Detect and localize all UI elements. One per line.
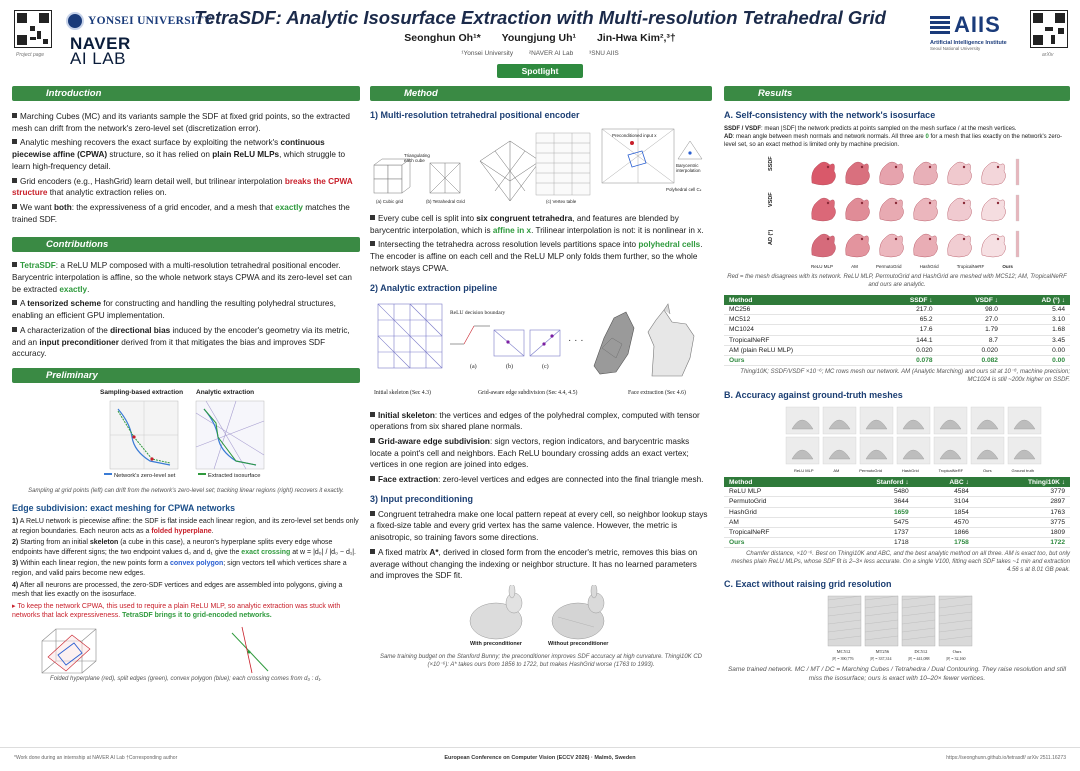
table-header: Thingi10K ↓	[974, 477, 1070, 487]
dragon-eye	[963, 166, 965, 168]
section-header-contributions	[12, 237, 360, 252]
edge-step: 4) After all neurons are processed, the zero-SDF vertices and edges are assembled into polygons, giving a mesh that lies exactly on the isosurface.	[12, 581, 343, 599]
footer-venue: European Conference on Computer Vision (ECCV 2026) · Malmö, Sweden	[444, 755, 636, 761]
aiis-bars-icon	[930, 16, 950, 34]
dragon-shape	[948, 234, 972, 257]
self-consistency-caption: Red = the mesh disagrees with its network. ReLU MLP, PermutoGrid and HashGrid are meshed with MC512; AM, TropicalNeRF and ours are analytic.	[727, 274, 1067, 288]
edge-step: 1) A ReLU network is piecewise affine: the SDF is flat inside each linear region, and its zero-level set bends only at region boundaries. Each neuron acts as a folded hyperplane.	[12, 517, 359, 535]
dragon-eye	[929, 166, 931, 168]
figure-label: Triangulating each cube	[404, 153, 430, 163]
yonsei-wordmark: YONSEI UNIVERSITY	[88, 15, 213, 27]
dragon-shape	[982, 162, 1006, 185]
yonsei-seal-icon	[66, 12, 84, 30]
dragon-thumbnail	[948, 234, 972, 257]
dragon-shape	[914, 198, 938, 221]
column-right	[724, 86, 1070, 683]
pipeline-bullet: Grid-aware edge subdivision: sign vectors, region indicators, and barycentric masks locate a point's cell and neighbors. Each ReLU boundary crossing adds an exact vertex; vertices in one region are joined into edges.	[370, 436, 690, 470]
footer-links[interactable]: https://seonghunn.github.io/tetrasdf/ arXiv 2511.16273	[946, 755, 1066, 761]
dragon-shape	[880, 162, 904, 185]
edge-caption: Folded hyperplane (red), split edges (green), convex polygon (blue); each crossing comes from d₀ : d₁.	[50, 675, 322, 682]
column-label: ReLU MLP	[811, 264, 834, 269]
contribution-bullet: A characterization of the directional bias induced by the encoder's geometry via its metric, and an input preconditioner derived from it that mitigates the bias and improves SDF accuracy.	[12, 325, 350, 359]
dragon-shape	[846, 198, 870, 221]
dragon-shape	[812, 198, 836, 221]
dragon-thumbnail	[812, 162, 836, 185]
figure-column-labels	[802, 264, 1022, 269]
dragon-shape	[846, 162, 870, 185]
naver-ai-lab-logo	[70, 36, 131, 66]
edge-step: 3) Within each linear region, the new points form a convex polygon; sign vectors tell which vertices share a region, and valid pairs become new edges.	[12, 560, 347, 577]
figure-label-with-preconditioner: With preconditioner	[470, 640, 522, 647]
dragon-thumbnail	[914, 162, 938, 185]
dragon-shape	[982, 234, 1006, 257]
table-header: Stanford ↓	[827, 477, 913, 487]
figure-column-labels	[784, 468, 1044, 473]
preconditioning-bullet: Congruent tetrahedra make one local pattern repeat at every cell, so neighbor lookup stays a fixed-size table and every grid vertex has the same valence. However, the metric is anisotropic, so training favors some directions.	[370, 509, 708, 543]
figure-edge-subdivision	[12, 623, 360, 675]
section-title: Method	[404, 88, 438, 99]
section-title: Contributions	[46, 239, 109, 251]
dragon-shape	[812, 234, 836, 257]
column-label: PermutoGrid	[859, 468, 882, 474]
table-row: TropicalNeRF 1737 1866 1809	[724, 527, 1070, 537]
aiis-logo	[930, 12, 1007, 51]
figure-grid-resolution	[724, 594, 1070, 666]
dragon-eye	[827, 202, 829, 204]
encoder-bullet: Intersecting the tetrahedra across resolution levels partitions space into polyhedral cells. The encoder is affine on each cell and the ReLU MLP only folds them further, so the whole network stays CPWA.	[370, 240, 703, 273]
column-label: TropicalNeRF	[938, 468, 964, 474]
dragon-eye	[929, 202, 931, 204]
subsection-grid-resolution: C. Exact without raising grid resolution	[724, 579, 892, 590]
figure-accuracy	[724, 405, 1070, 475]
table-row-ours: Ours 0.078 0.082 0.00	[724, 355, 1070, 365]
face-count: |F| = 32,160	[946, 656, 966, 662]
section-title: Introduction	[46, 88, 102, 99]
metric-definitions: SSDF / VSDF: mean |SDF| the network predicts at points sampled on the mesh surface / at the mesh vertices. AD: mean angle between mesh normals and network normals. All three are 0 for a mesh that lies exactly on the network's zero-level set, so an exact method is limited only by machine precision.	[724, 126, 1063, 148]
column-label: Ours	[1002, 264, 1013, 269]
edge-subdivision-diagram	[12, 623, 360, 675]
legend-extracted-isosurface: Extracted isosurface	[198, 473, 261, 479]
dragon-shape	[948, 198, 972, 221]
dragon-eye	[963, 202, 965, 204]
poster-title: TetraSDF: Analytic Isosurface Extraction with Multi-resolution Tetrahedral Grid	[194, 7, 886, 28]
table-row: AM (plain ReLU MLP) 0.020 0.020 0.00	[724, 345, 1070, 355]
qr-caption-project: Project page	[16, 52, 45, 58]
section-header-method	[370, 86, 712, 101]
figure-face-counts	[824, 656, 974, 661]
column-middle	[370, 86, 712, 669]
intro-bullet: Marching Cubes (MC) and its variants sample the SDF at fixed grid points, so the extracted mesh can drift from the network's zero-level set (discretization error).	[12, 112, 350, 133]
dragon-shape	[914, 234, 938, 257]
column-label: Ours	[983, 468, 992, 474]
dragon-thumbnail	[880, 198, 904, 221]
affiliation: ²NAVER AI Lab	[528, 50, 574, 57]
table-self-consistency	[724, 295, 1070, 366]
encoder-diagram	[370, 125, 712, 209]
intro-bullet: Analytic meshing recovers the exact surface by exploiting the network's continuous piecewise affine (CPWA) structure, so it has relied on plain ReLU MLPs, which struggle to learn high-frequency detail.	[12, 138, 346, 171]
table-header: AD (°) ↓	[1003, 295, 1070, 305]
subsection-edge-subdivision: Edge subdivision: exact meshing for CPWA networks	[12, 502, 236, 513]
dragon-thumbnail	[982, 234, 1006, 257]
qr-caption-arxiv: arXiv	[1042, 52, 1054, 58]
column-left	[12, 86, 360, 683]
table-header: Method	[724, 295, 872, 305]
dragon-eye	[827, 238, 829, 240]
figure-label: (a)	[470, 363, 477, 370]
contribution-bullet: TetraSDF: a ReLU MLP composed with a multi-resolution tetrahedral positional encoder. Barycentric interpolation is affine, so the whole network stays CPWA and its zero-level set can be extracted exactly.	[12, 261, 352, 294]
table-header: Method	[724, 477, 827, 487]
figure-label: (b)	[506, 363, 513, 370]
closeup-thumbnail	[902, 596, 935, 646]
table-row-ours: Ours 1718 1758 1722	[724, 538, 1070, 548]
dragon-shape	[914, 162, 938, 185]
subsection-encoder: 1) Multi-resolution tetrahedral positional encoder	[370, 110, 580, 120]
dragon-shape	[880, 234, 904, 257]
section-header-introduction	[12, 86, 360, 101]
author: Youngjung Uh¹	[501, 32, 577, 44]
dragon-thumbnail	[948, 162, 972, 185]
subsection-preconditioning: 3) Input preconditioning	[370, 493, 473, 504]
dragon-thumbnail	[846, 198, 870, 221]
aiis-subtitle: Artificial Intelligence Institute	[930, 40, 1007, 46]
poster-header	[0, 0, 1080, 86]
intro-bullet: We want both: the expressiveness of a grid encoder, and a mesh that exactly matches the trained SDF.	[12, 202, 350, 224]
figure-encoder	[370, 125, 712, 209]
table-row: MC512 65.2 27.0 3.10	[724, 315, 1070, 325]
affiliation: ¹Yonsei University	[461, 50, 514, 57]
column-label: TropicalNeRF	[956, 264, 985, 269]
encoder-bullet: Every cube cell is split into six congruent tetrahedra, and features are blended by barycentric interpolation, which is affine in x. Trilinear interpolation is not: it is nonlinear in x.	[370, 214, 704, 235]
dragon-eye	[997, 238, 999, 240]
figure-label: (b) Tetrahedral Grid	[426, 199, 465, 204]
table-self-consistency-caption: Thingi10K; SSDF/VSDF ×10⁻⁶; MC rows mesh our network. AM (Analytic Marching) and ours sit at 10⁻⁸, machine precision; MC1024 is still ~200x higher on SSDF.	[740, 369, 1070, 384]
dragon-thumbnail	[982, 198, 1006, 221]
table-accuracy-caption: Chamfer distance, ×10⁻⁶. Best on Thingi10K and ABC, and the best analytic method on all three. AM is exact too, but only meshes plain ReLU MLPs, whose SDF fit is 2–3× less accurate. On a single V100, fitting each SDF takes ~1 min and extraction 4.56 s at 8.01 GB peak.	[731, 551, 1070, 574]
contribution-bullet: A tensorized scheme for constructing and handling the resulting polyhedral structures, enabling an efficient GPU implementation.	[12, 299, 336, 321]
preconditioning-caption: Same training budget on the Stanford Bunny; the preconditioner improves SDF accuracy at high curvature. Thingi10K CD (×10⁻⁶): A* takes ours from 1856 to 1722, but makes HashGrid worse (1763 to 1993).	[379, 653, 703, 668]
figure-label: (a) Cubic grid	[376, 199, 404, 204]
subsection-pipeline: 2) Analytic extraction pipeline	[370, 282, 498, 293]
dragon-eye	[895, 238, 897, 240]
grid-resolution-caption: Same trained network. MC / MT / DC = Marching Cubes / Tetrahedra / Dual Contouring. They raise resolution and still miss the isosurface; ours is exact with 10–20× fewer vertices.	[727, 666, 1067, 682]
dragon-thumbnail	[914, 198, 938, 221]
closeup-thumbnail	[939, 596, 972, 646]
section-title: Preliminary	[46, 369, 98, 381]
dragon-shape	[812, 162, 836, 185]
figure-column-labels	[824, 649, 974, 654]
dragon-eye	[861, 238, 863, 240]
colorbar	[1016, 231, 1019, 257]
author: Seonghun Oh¹*	[404, 32, 481, 44]
svg-text:· · ·: · · ·	[568, 334, 584, 346]
closeup-thumbnail	[828, 596, 861, 646]
column-label: Ground truth	[1011, 468, 1035, 474]
dragon-thumbnail	[982, 162, 1006, 185]
qr-code-arxiv[interactable]	[1030, 10, 1068, 48]
section-header-results	[724, 86, 1070, 101]
column-label: Ours	[952, 649, 962, 655]
dragon-thumbnail	[812, 234, 836, 257]
face-count: |F| = 390,776	[832, 656, 854, 662]
table-row: ReLU MLP 5480 4584 3779	[724, 487, 1070, 497]
poster-footer	[0, 747, 1080, 771]
table-header: SSDF ↓	[872, 295, 937, 305]
preliminary-caption: Sampling at grid points (left) can drift from the network's zero-level set; tracking linear regions (right) recovers it exactly.	[28, 487, 344, 494]
table-row: MC1024 17.6 1.79 1.68	[724, 325, 1070, 335]
face-count: |F| = 337,314	[870, 656, 892, 662]
section-title: Results	[758, 88, 793, 99]
column-label: DC512	[914, 649, 928, 655]
column-label: ReLU MLP	[793, 468, 814, 474]
dragon-thumbnail	[846, 162, 870, 185]
dragon-eye	[997, 202, 999, 204]
column-label: AM	[851, 264, 858, 269]
column-label: HashGrid	[901, 468, 919, 474]
column-label: AM	[833, 468, 840, 474]
figure-label: (c) Vertex table	[546, 199, 577, 204]
figure-pipeline	[370, 298, 712, 406]
dragon-thumbnail	[914, 234, 938, 257]
dragon-thumbnail	[880, 234, 904, 257]
column-label: PermutoGrid	[876, 264, 902, 269]
table-header: ABC ↓	[914, 477, 974, 487]
dragon-heatmap-grid	[724, 153, 1070, 265]
section-header-preliminary	[12, 368, 360, 383]
table-row: HashGrid 1659 1854 1763	[724, 507, 1070, 517]
dragon-eye	[861, 166, 863, 168]
preconditioning-bullet: A fixed matrix A*, derived in closed form from the encoder's metric, removes this bias on average without changing the indexing or neighbor structure. It has no learned parameters and improves the SDF fit.	[370, 547, 698, 581]
closeup-thumbnails	[724, 594, 1070, 648]
affiliation: ³SNU AIIS	[589, 50, 619, 57]
dragon-thumbnail	[948, 198, 972, 221]
pipeline-caption: Face extraction (Sec 4.6)	[628, 389, 686, 396]
intro-bullet: Grid encoders (e.g., HashGrid) learn detail well, but trilinear interpolation breaks the CPWA structure that analytic extraction relies on.	[12, 176, 353, 198]
naver-wordmark: NAVER	[70, 34, 131, 53]
row-label: AD (°)	[768, 229, 774, 245]
dragon-shape	[948, 162, 972, 185]
accuracy-thumbnails	[724, 405, 1070, 467]
dragon-eye	[895, 166, 897, 168]
spotlight-badge: Spotlight	[497, 64, 583, 78]
figure-label-analytic: Analytic extraction	[196, 388, 255, 396]
figure-label-sampling: Sampling-based extraction	[100, 388, 184, 396]
figure-label: Polyhedral cell Cₖ	[666, 187, 702, 192]
pipeline-caption: Initial skeleton (Sec 4.3)	[374, 389, 431, 396]
row-label: SSDF	[768, 156, 774, 171]
preliminary-diagram	[12, 389, 360, 485]
column-label: MT256	[875, 649, 890, 655]
subsection-self-consistency: A. Self-consistency with the network's isosurface	[724, 110, 936, 120]
figure-self-consistency	[724, 153, 1070, 273]
pipeline-bullet: Face extraction: zero-level vertices and edges are connected into the final triangle mesh.	[370, 474, 712, 486]
dragon-eye	[963, 238, 965, 240]
table-accuracy	[724, 477, 1070, 548]
dragon-eye	[895, 202, 897, 204]
colorbar	[1016, 159, 1019, 185]
dragon-eye	[861, 202, 863, 204]
pipeline-bullet: Initial skeleton: the vertices and edges of the polyhedral complex, computed with tensor operations from six shared plane normals.	[370, 410, 700, 432]
dragon-thumbnail	[812, 198, 836, 221]
row-label: VSDF	[768, 192, 774, 207]
footer-notes: *Work done during an internship at NAVER AI Lab †Corresponding author	[14, 755, 178, 761]
dragon-shape	[846, 234, 870, 257]
table-row: MC256 217.0 98.0 5.44	[724, 305, 1070, 315]
column-label: HashGrid	[919, 264, 939, 269]
edge-step: 2) Starting from an initial skeleton (a cube in this case), a neuron's hyperplane splits every edge whose endpoints have different signs; the two endpoint values d₀ and d₁ give the exact crossing at w = |d₀| / |d₀ − d₁|.	[12, 539, 356, 556]
dragon-eye	[827, 166, 829, 168]
dragon-thumbnail	[846, 234, 870, 257]
aiis-subtitle-2: Seoul National University	[930, 46, 981, 51]
dragon-eye	[997, 166, 999, 168]
author: Jin-Hwa Kim²,³†	[596, 32, 676, 44]
edge-note: ▸ To keep the network CPWA, this used to require a plain ReLU MLP, so analytic extraction was stuck with networks that lack expressiveness. TetraSDF brings it to grid-encoded networks.	[12, 602, 341, 620]
pipeline-caption: Grid-aware edge subdivision (Sec 4.4, 4.5)	[478, 389, 578, 396]
dragon-eye	[929, 238, 931, 240]
qr-code-project[interactable]	[14, 10, 52, 48]
figure-preconditioning	[370, 585, 712, 651]
face-count: |F| = 441,088	[908, 656, 930, 662]
figure-label-without-preconditioner: Without preconditioner	[548, 640, 609, 647]
ai-lab-wordmark: AI LAB	[70, 49, 126, 68]
dragon-shape	[880, 198, 904, 221]
figure-label: Preconditioned input x	[612, 133, 657, 138]
table-header: VSDF ↓	[938, 295, 1003, 305]
legend-zero-level-set: Network's zero-level set	[104, 473, 175, 479]
aiis-wordmark: AIIS	[954, 12, 1001, 37]
figure-label: (c)	[542, 363, 549, 370]
dragon-shape	[982, 198, 1006, 221]
affiliation-list	[190, 50, 890, 57]
dragon-thumbnail	[880, 162, 904, 185]
table-row: AM 5475 4570 3775	[724, 517, 1070, 527]
closeup-thumbnail	[865, 596, 898, 646]
subsection-accuracy: B. Accuracy against ground-truth meshes	[724, 390, 903, 401]
colorbar	[1016, 195, 1019, 221]
figure-label: Barycentric interpolation	[676, 163, 701, 173]
author-list	[190, 32, 890, 44]
table-row: PermutoGrid 3644 3104 2897	[724, 497, 1070, 507]
figure-label: ReLU decision boundary	[450, 309, 506, 316]
table-row: TropicalNeRF 144.1 8.7 3.45	[724, 335, 1070, 345]
column-label: MC512	[836, 649, 851, 655]
figure-preliminary	[12, 389, 360, 485]
bunny-comparison	[370, 585, 712, 641]
